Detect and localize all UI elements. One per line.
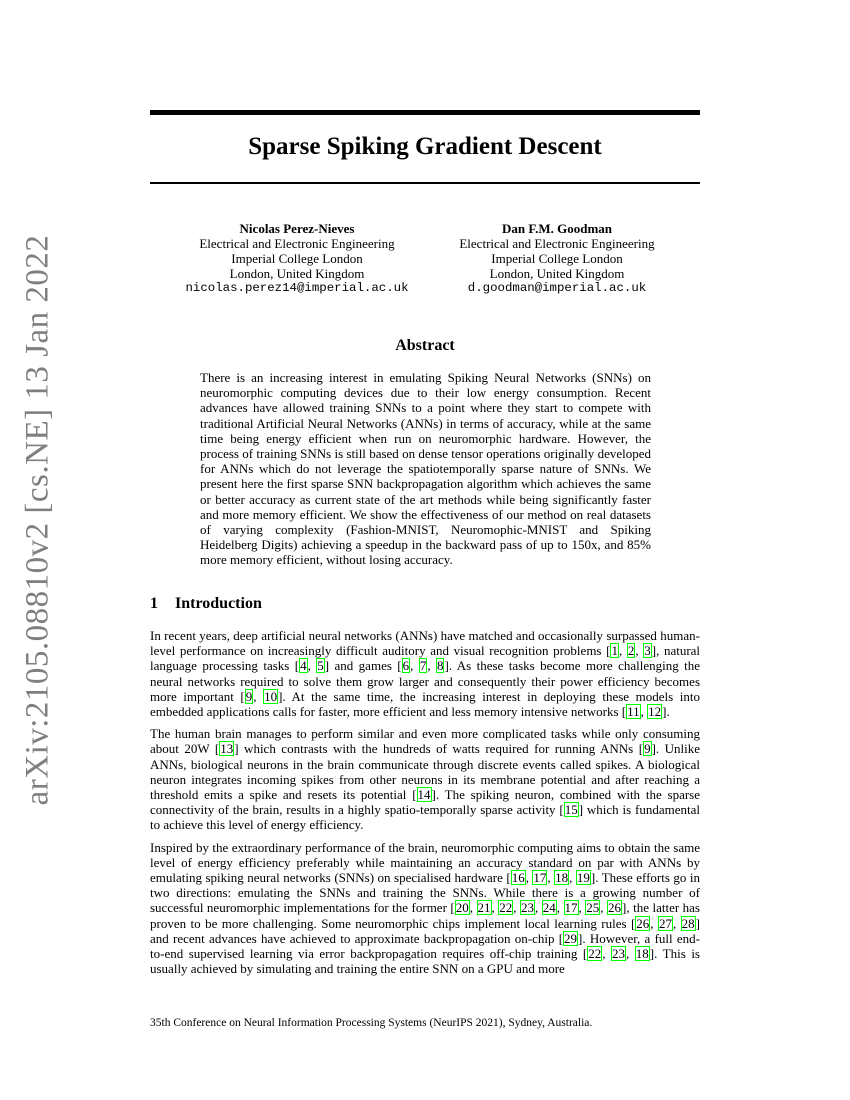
paragraph-text: ]. These efforts go in two directions: emulating the SNNs and training the SNNs. While there is a growing number of successful neuromorphic implementations for the former [ [150,870,700,916]
paragraph-text: ]. Unlike ANNs, biological neurons in the brain communicate through discrete events called spikes. A biological neuron integrates incoming spikes from other neurons in its membrane potential and after reaching a threshold emits a spike and resets its potential [ [150,741,701,803]
paragraph-text: , [569,870,576,886]
paragraph-text: , [535,900,542,916]
author-email[interactable]: d.goodman@imperial.ac.uk [467,281,647,295]
author-institution: Imperial College London [231,251,363,266]
section-title: Introduction [175,595,262,612]
paragraph-text: , [427,658,436,674]
author-email[interactable]: nicolas.perez14@imperial.ac.uk [185,281,409,295]
paragraph-text: ] and games [ [324,658,402,674]
citation-link[interactable]: 17 [533,870,547,886]
body-paragraph [150,628,700,719]
citation-link[interactable]: 9 [644,741,651,757]
paper-title: Sparse Spiking Gradient Descent [248,133,602,160]
arxiv-stamp: arXiv:2105.08810v2 [cs.NE] 13 Jan 2022 [19,234,56,806]
paragraph-text: ] which is fundamental to achieve this level of energy efficiency. [150,802,701,833]
paragraph-text: ]. At the same time, the increasing interest in deploying these models into embedded applications calls for faster, more efficient and less memory intensive networks [ [150,688,700,720]
author-location: London, United Kingdom [229,266,365,281]
introduction-body [150,628,700,983]
paragraph-text: ] which contrasts with the hundreds of watts required for running ANNs [ [234,741,644,757]
paragraph-text: , [618,643,627,659]
paragraph-text: Inspired by the extraordinary performance of the brain, neuromorphic computing aims to obtain the same level of energy efficiency preferably while maintaining an accuracy standard on par with ANNs by emulating spiking neural networks (SNNs) on specialised hardware [ [150,839,700,886]
citation-link[interactable]: 2 [627,643,635,659]
author-name: Nicolas Perez-Nieves [239,221,355,236]
paragraph-text: , [307,658,317,674]
citation-link[interactable]: 9 [245,688,253,704]
author-block [167,221,427,296]
section-heading [150,595,262,613]
citation-link[interactable]: 26 [636,915,650,931]
citation-link[interactable]: 7 [419,658,427,674]
paragraph-text: ] and recent advances have achieved to approximate backpropagation on-chip [ [150,915,701,946]
author-location: London, United Kingdom [489,266,625,281]
paragraph-text: , [672,915,681,931]
citation-link[interactable]: 23 [521,900,534,916]
paragraph-text: , [556,900,564,916]
citation-link[interactable]: 10 [264,688,278,704]
title-rule-top [150,110,700,115]
paragraph-text: , [525,870,533,886]
citation-link[interactable]: 29 [564,930,578,946]
citation-link[interactable]: 19 [576,870,590,886]
author-name: Dan F.M. Goodman [501,221,613,236]
paragraph-text: , [650,915,658,931]
paragraph-text: , [253,688,264,704]
paragraph-text: , [626,946,635,962]
paragraph-text: ]. This is usually achieved by simulating and training the entire SNN on a GPU and more [150,946,700,977]
paragraph-text: The human brain manages to perform similar and even more complicated tasks while only consuming about 20W [ [150,726,700,757]
citation-link[interactable]: 16 [511,870,525,886]
author-department: Electrical and Electronic Engineering [459,236,655,251]
citation-link[interactable]: 22 [499,900,513,916]
citation-link[interactable]: 12 [648,704,662,720]
paragraph-text: ]. As these tasks become more challenging the neural networks required to solve them grow larger and consequently their power efficiency becomes more important [ [150,658,701,704]
section-number: 1 [150,595,158,612]
citation-link[interactable]: 11 [627,704,640,720]
citation-link[interactable]: 26 [608,900,621,916]
paragraph-text: , [602,946,612,962]
citation-link[interactable]: 1 [611,643,618,659]
citation-link[interactable]: 20 [455,900,469,916]
citation-link[interactable]: 14 [417,787,431,803]
paragraph-text: , [513,900,520,916]
citation-link[interactable]: 24 [542,900,556,916]
citation-link[interactable]: 3 [644,643,651,659]
citation-link[interactable]: 4 [300,658,307,674]
paragraph-text: , [469,900,477,916]
paragraph-text: , [600,900,607,916]
paragraph-text: , [578,900,586,916]
citation-link[interactable]: 22 [588,946,602,962]
paragraph-text: In recent years, deep artificial neural networks (ANNs) have matched and occasionally surpassed human-level performance on increasingly difficult auditory and visual recognition problems [ [150,628,700,659]
paragraph-text: ], the latter has proven to be more challenging. Some neuromorphic chips implement local learning rules [ [150,900,700,931]
paragraph-text: , [491,900,499,916]
citation-link[interactable]: 27 [658,915,672,931]
paragraph-text: ]. However, a full end-to-end supervised learning via error backpropagation requires off-chip training [ [150,930,700,962]
abstract-heading: Abstract [395,337,455,354]
title-rule-bottom [150,182,700,184]
body-paragraph [150,726,700,832]
paragraph-text: ]. [662,704,670,720]
paragraph-text: , [635,643,644,659]
citation-link[interactable]: 23 [612,946,626,962]
conference-footer: 35th Conference on Neural Information Processing Systems (NeurIPS 2021), Sydney, Australia. [150,1017,593,1029]
paragraph-text: , [547,870,555,886]
citation-link[interactable]: 18 [555,870,569,886]
paragraph-text: ], natural language processing tasks [ [150,643,701,674]
author-department: Electrical and Electronic Engineering [199,236,395,251]
citation-link[interactable]: 13 [220,741,234,757]
citation-link[interactable]: 28 [681,915,695,931]
citation-link[interactable]: 8 [436,658,444,674]
body-paragraph [150,840,700,977]
citation-link[interactable]: 15 [564,802,578,818]
citation-link[interactable]: 21 [477,900,491,916]
paragraph-text: , [410,658,419,674]
citation-link[interactable]: 6 [402,658,410,674]
citation-link[interactable]: 25 [586,900,600,916]
abstract-text: There is an increasing interest in emulating Spiking Neural Networks (SNNs) on neuromorphic computing devices due to their low energy consumption. Recent advances have allowed training SNNs to a point where they start to compete with traditional Artificial Neural Networks (ANNs) in terms of accuracy, while at the same time being energy efficient when run on neuromorphic hardware. However, the process of training SNNs is still based on dense tensor operations originally developed for ANNs which do not leverage the spatiotemporally sparse nature of SNNs. We present here the first sparse SNN backpropagation algorithm which achieves the same or better accuracy as current state of the art methods while being significantly faster and more memory efficient. We show the effectiveness of our method on real datasets of varying complexity (Fashion-MNIST, Neuromophic-MNIST and Spiking Heidelberg Digits) achieving a speedup in the backward pass of up to 150x, and 85% more memory efficient, without losing accuracy. [200,370,651,568]
author-block [427,221,687,296]
paragraph-text: ]. The spiking neuron, combined with the sparse connectivity of the brain, results in a highly spatio-temporally sparse activity [ [150,787,700,818]
author-institution: Imperial College London [491,251,623,266]
citation-link[interactable]: 17 [564,900,578,916]
citation-link[interactable]: 18 [635,946,649,962]
paragraph-text: , [640,704,648,720]
citation-link[interactable]: 5 [317,658,324,674]
